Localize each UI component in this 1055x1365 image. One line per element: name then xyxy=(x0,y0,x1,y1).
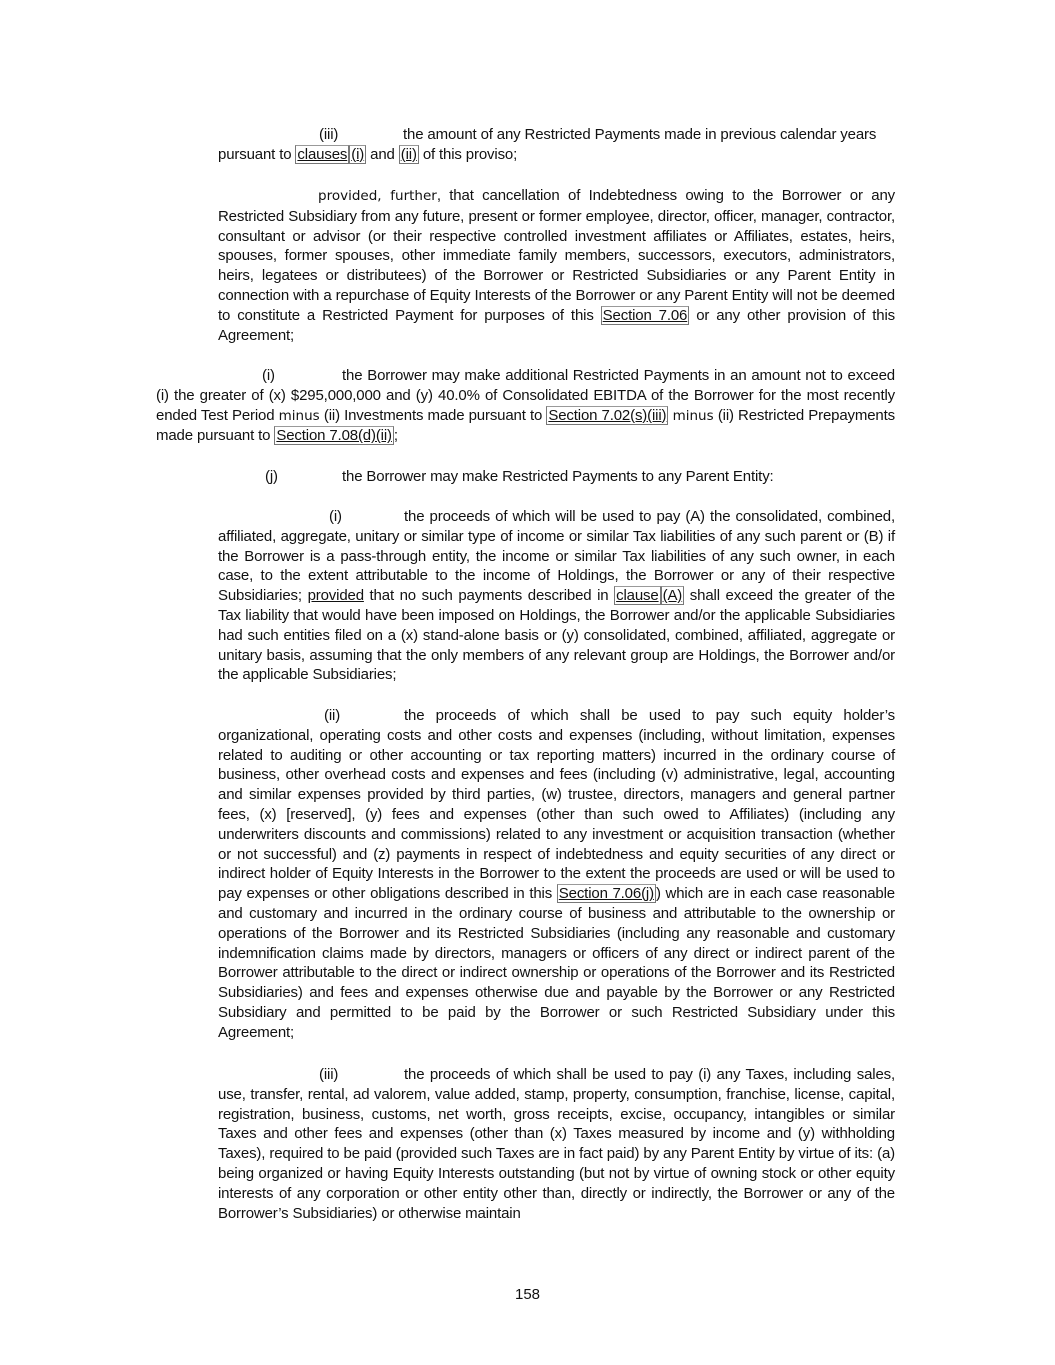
proviso-text: or any other provision of this Agreement; xyxy=(218,306,895,344)
clause-number: (ii) xyxy=(324,707,341,724)
provided-underlined: provided xyxy=(307,587,364,605)
cross-reference-link[interactable]: Section 7.08(d)(ii) xyxy=(276,427,392,445)
cross-reference-link[interactable]: Section 7.02(s)(iii) xyxy=(548,406,667,424)
cross-reference-link[interactable]: Section 7.06 xyxy=(602,306,688,324)
minus-italic: minus xyxy=(278,407,320,424)
clause-number: (iii) xyxy=(319,1066,339,1083)
clause-text: of this proviso; xyxy=(418,145,518,163)
cross-reference-link[interactable]: clause xyxy=(616,587,659,605)
page-number: 158 xyxy=(514,1286,541,1303)
clause-number: (i) xyxy=(262,367,275,384)
clause-text: ; xyxy=(393,427,398,445)
clause-text: that no such payments described in xyxy=(363,587,615,605)
clause-text: pursuant to xyxy=(218,145,296,163)
clause-text: (ii) Investments made pursuant to xyxy=(319,406,547,424)
clause-text: the proceeds of which will be used to pay (A) the consolidated, combined, affiliated, aggregate, unitary or similar type of income or similar Tax liabilities of any such parent or (B) if the Borrower is a pass-through entity, the income or similar Tax liabilities of any such owner, in each case, to the extent attributable to the income of Holdings, the Borrower or any of their respective Subsidiaries; xyxy=(218,508,895,605)
cross-reference-link[interactable]: (i) xyxy=(351,145,365,163)
clause-text: shall exceed the greater of the Tax liability that would have been imposed on Holdings, the Borrower and/or the applicable Subsidiaries had such entities filed on a (x) stand-alone basis or (y) consolidated, combined, affiliated, aggregate or unitary basis, assuming that the only members of any relevant group are Holdings, the Borrower and/or the applicable Subsidiaries; xyxy=(218,587,895,684)
cross-reference-link[interactable]: (ii) xyxy=(400,145,417,163)
clause-i-general-basket xyxy=(156,366,895,446)
cross-reference-link[interactable]: Section 7.06(j) xyxy=(558,885,654,903)
clause-number: (j) xyxy=(265,468,278,485)
clause-iii-previous-years xyxy=(218,125,895,165)
clause-text: the Borrower may make additional Restricted Payments in an amount not to exceed (i) the greater of (x) $295,000,000 and (y) 40.0% of Consolidated EBITDA of the Borrower for the most recently ended Test Period xyxy=(156,367,895,424)
subclause-i-taxes xyxy=(218,507,895,685)
cross-reference-link[interactable]: (A) xyxy=(662,587,683,605)
cross-reference-link[interactable]: clauses xyxy=(297,145,348,163)
clause-text: ) which are in each case reasonable and customary and incurred in the ordinary course of business and attributable to the ownership or operations of the Borrower and its Restricted Subsidiaries (including any reasonable and customary indemnification claims made by directors, managers or officers of any direct or indirect parent of the Borrower attributable to the direct or indirect ownership or operations of the Borrower and its Restricted Subsidiaries) and fees and expenses otherwise due and payable by the Borrower or any Restricted Subsidiary and permitted to be paid by the Borrower or such Restricted Subsidiary under this Agreement; xyxy=(218,885,895,1041)
clause-number: (i) xyxy=(329,508,342,525)
clause-text: the proceeds of which shall be used to pay such equity holder’s organizational, operating costs and other costs and expenses (including, without limitation, expenses related to auditing or other accounting or tax reporting matters) incurred in the ordinary course of business, other overhead costs and expenses and fees (including (v) administrative, legal, accounting and similar expenses provided by third parties, (w) trustee, directors, managers and general partner fees, (x) [reserved], (y) fees and expenses (other than such owed to Affiliates) (including any underwriters discounts and commissions) related to any investment or acquisition transaction (whether or not successful) and (z) payments in respect of indebtedness and equity securities of any direct or indirect holder of Equity Interests in the Borrower to the extent the proceeds are used or will be used to pay expenses or other obligations described in this xyxy=(218,707,895,903)
minus-italic: minus xyxy=(672,407,714,424)
proviso-text: , that cancellation of Indebtedness owing to the Borrower or any Restricted Subsidiary from any future, present or former employee, director, officer, manager, contractor, consultant or advisor (or their respective controlled investment affiliates or Affiliates, estates, heirs, spouses, former spouses, other immediate family members, successors, executors, administrators, heirs, legatees or distributees) of the Borrower or Restricted Subsidiaries or any Parent Entity in connection with a repurchase of Equity Interests of the Borrower or any Parent Entity will not be deemed to constitute a Restricted Payment for purposes of this xyxy=(218,187,895,324)
clause-text: (ii) Restricted Prepayments made pursuant to xyxy=(156,406,895,445)
clause-j-parent-entity xyxy=(156,467,895,487)
clause-text: the Borrower may make Restricted Payments to any Parent Entity: xyxy=(342,468,774,485)
subclause-ii-operating-costs xyxy=(218,706,895,1043)
clause-text: and xyxy=(366,145,399,163)
proviso-italic: provided, further xyxy=(318,188,437,204)
clause-number: (iii) xyxy=(319,126,339,143)
proviso-further-paragraph xyxy=(218,186,895,345)
clause-lead-text: the amount of any Restricted Payments made in previous calendar years xyxy=(403,126,877,143)
subclause-iii-other-taxes xyxy=(218,1065,895,1223)
clause-text: the proceeds of which shall be used to pay (i) any Taxes, including sales, use, transfer, rental, ad valorem, value added, stamp, property, consumption, franchise, license, capital, registration, business, customs, net worth, gross receipts, excise, occupancy, intangibles or similar Taxes and other fees and expenses (other than (x) Taxes measured by income and (y) withholding Taxes), required to be paid (provided such Taxes are in fact paid) by any Parent Entity by virtue of its: (a) being organized or having Equity Interests outstanding (but not by virtue of owning stock or other equity interests of any corporation or other entity other than, directly or indirectly, the Borrower or any of the Borrower’s Subsidiaries) or otherwise maintain xyxy=(218,1066,895,1222)
